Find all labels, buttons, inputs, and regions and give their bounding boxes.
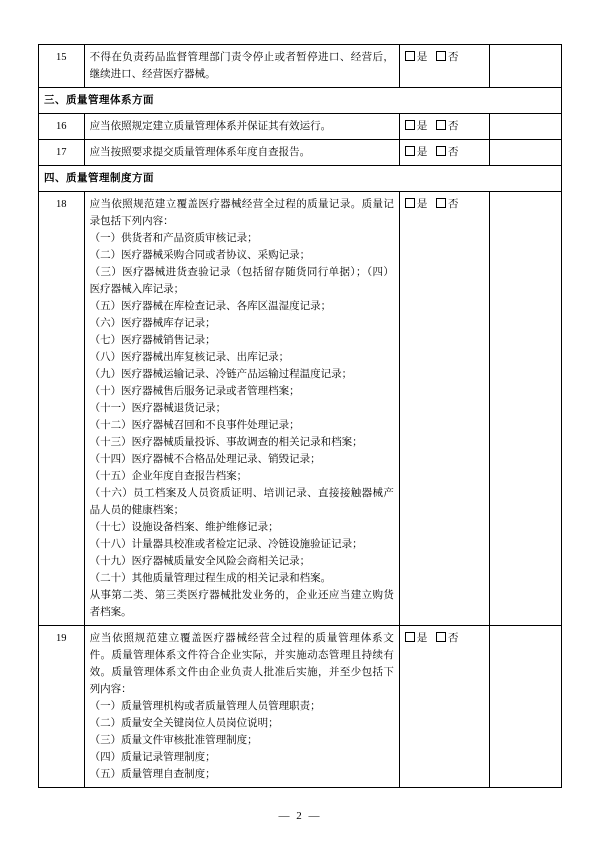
row-choice (399, 114, 489, 140)
row-text-line: 应当依照规范建立覆盖医疗器械经营全过程的质量记录。质量记录包括下列内容： (89, 199, 394, 227)
checkbox-icon[interactable] (436, 632, 446, 642)
choice-no[interactable] (436, 121, 459, 132)
row-text-line: （十二）医疗器械召回和不良事件处理记录； (89, 420, 300, 431)
row-text-line: （二）质量安全关键岗位人员岗位说明； (89, 718, 279, 729)
row-text-line: （一）供货者和产品资质审核记录； (89, 233, 258, 244)
choice-yes-label: 是 (416, 52, 428, 63)
checkbox-icon[interactable] (405, 146, 415, 156)
row-text-line: （十九）医疗器械质量安全风险会商相关记录； (89, 556, 311, 567)
choice-yes-label: 是 (416, 199, 428, 210)
table-row (39, 140, 562, 166)
choice-no-label: 否 (447, 633, 459, 644)
row-text-line: （八）医疗器械出库复核记录、出库记录； (89, 352, 290, 363)
row-remark[interactable] (490, 626, 562, 788)
row-content (84, 140, 399, 166)
row-text-line: （五）质量管理自查制度； (89, 769, 216, 780)
row-text-line: （十）医疗器械售后服务记录或者管理档案； (89, 386, 300, 397)
row-number: 15 (39, 45, 85, 88)
table-row (39, 45, 562, 88)
section-title: 四、质量管理制度方面 (39, 166, 562, 192)
row-choice (399, 140, 489, 166)
row-remark[interactable] (490, 114, 562, 140)
row-number: 19 (39, 626, 85, 788)
row-choice (399, 192, 489, 626)
choice-group (405, 52, 465, 63)
row-text-line: （七）医疗器械销售记录； (89, 335, 216, 346)
row-text-line: 应当依照规范建立覆盖医疗器械经营全过程的质量管理体系文件。质量管理体系文件符合企业实际，并实施动态管理且持续有效。质量管理体系文件由企业负责人批准后实施，并至少包括下列内容： (89, 633, 394, 695)
choice-yes[interactable] (405, 633, 428, 644)
checkbox-icon[interactable] (436, 51, 446, 61)
choice-yes[interactable] (405, 52, 428, 63)
choice-group (405, 147, 465, 158)
checkbox-icon[interactable] (405, 198, 415, 208)
table-row (39, 626, 562, 788)
row-text-line: （九）医疗器械运输记录、冷链产品运输过程温度记录； (89, 369, 353, 380)
row-text: 应当依照规定建立质量管理体系并保证其有效运行。 (89, 121, 332, 132)
row-text-line: （三）质量文件审核批准管理制度； (89, 735, 258, 746)
table-section-row (39, 166, 562, 192)
row-text-line: （五）医疗器械在库检查记录、各库区温湿度记录； (89, 301, 332, 312)
checkbox-icon[interactable] (436, 146, 446, 156)
choice-group (405, 633, 465, 644)
checklist-table (38, 44, 562, 788)
row-text-line: （六）医疗器械库存记录； (89, 318, 216, 329)
row-text-line: （十七）设施设备档案、维护维修记录； (89, 522, 279, 533)
page-footer: — 2 — (278, 810, 322, 822)
row-number: 16 (39, 114, 85, 140)
choice-no-label: 否 (447, 121, 459, 132)
row-remark[interactable] (490, 45, 562, 88)
choice-yes-label: 是 (416, 147, 428, 158)
row-text-line: （十三）医疗器械质量投诉、事故调查的相关记录和档案； (89, 437, 363, 448)
section-title: 三、质量管理体系方面 (39, 88, 562, 114)
choice-yes[interactable] (405, 121, 428, 132)
row-text-line: （四）质量记录管理制度； (89, 752, 216, 763)
row-content (84, 45, 399, 88)
choice-no[interactable] (436, 199, 459, 210)
choice-no[interactable] (436, 147, 459, 158)
row-text-line: （三）医疗器械进货查验记录（包括留存随货同行单据）；（四）医疗器械入库记录； (89, 267, 394, 295)
checkbox-icon[interactable] (405, 632, 415, 642)
row-choice (399, 626, 489, 788)
checkbox-icon[interactable] (405, 120, 415, 130)
row-choice (399, 45, 489, 88)
choice-yes-label: 是 (416, 121, 428, 132)
row-text-line: （十五）企业年度自查报告档案； (89, 471, 248, 482)
choice-no[interactable] (436, 52, 459, 63)
row-remark[interactable] (490, 192, 562, 626)
table-row (39, 192, 562, 626)
choice-no-label: 否 (447, 52, 459, 63)
row-text-line: （二十）其他质量管理过程生成的相关记录和档案。 (89, 573, 332, 584)
row-content (84, 192, 399, 626)
row-text-line: （十一）医疗器械退货记录； (89, 403, 227, 414)
row-text-line: （十六）员工档案及人员资质证明、培训记录、直接接触器械产品人员的健康档案； (89, 488, 394, 516)
choice-group (405, 121, 465, 132)
checkbox-icon[interactable] (436, 120, 446, 130)
table-section-row (39, 88, 562, 114)
row-text-line: （二）医疗器械采购合同或者协议、采购记录； (89, 250, 311, 261)
choice-yes[interactable] (405, 199, 428, 210)
choice-yes[interactable] (405, 147, 428, 158)
choice-no-label: 否 (447, 199, 459, 210)
row-text-line: （十四）医疗器械不合格品处理记录、销毁记录； (89, 454, 321, 465)
choice-no[interactable] (436, 633, 459, 644)
row-text-line: （一）质量管理机构或者质量管理人员管理职责； (89, 701, 321, 712)
checkbox-icon[interactable] (436, 198, 446, 208)
choice-yes-label: 是 (416, 633, 428, 644)
row-content (84, 114, 399, 140)
row-remark[interactable] (490, 140, 562, 166)
row-text-line: 从事第二类、第三类医疗器械批发业务的，企业还应当建立购货者档案。 (89, 590, 394, 618)
row-number: 17 (39, 140, 85, 166)
row-number: 18 (39, 192, 85, 626)
row-text-line: （十八）计量器具校准或者检定记录、冷链设施验证记录； (89, 539, 363, 550)
choice-group (405, 199, 465, 210)
choice-no-label: 否 (447, 147, 459, 158)
table-row (39, 114, 562, 140)
row-content (84, 626, 399, 788)
row-text: 应当按照要求提交质量管理体系年度自查报告。 (89, 147, 311, 158)
row-text: 不得在负责药品监督管理部门责令停止或者暂停进口、经营后，继续进口、经营医疗器械。 (89, 52, 394, 80)
checkbox-icon[interactable] (405, 51, 415, 61)
